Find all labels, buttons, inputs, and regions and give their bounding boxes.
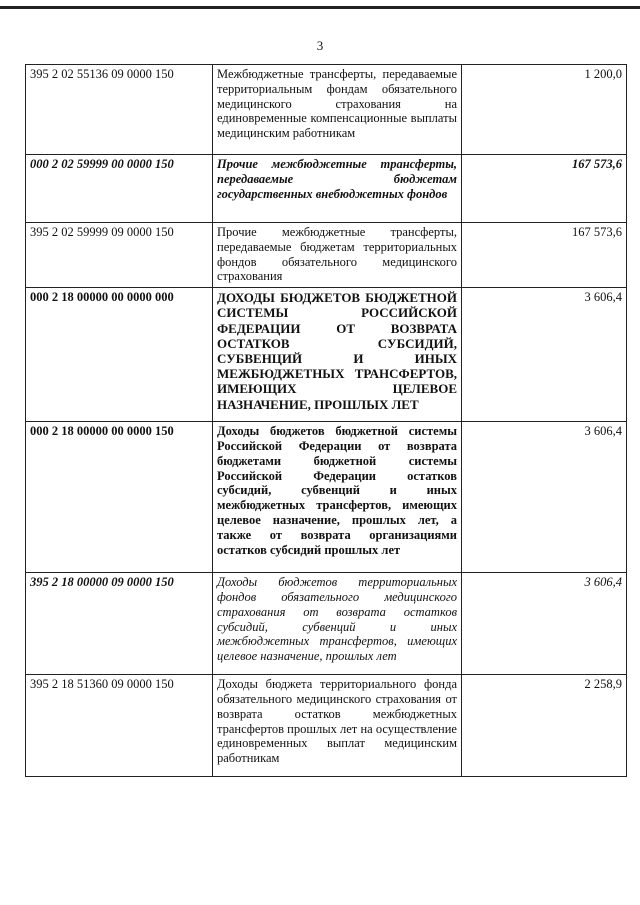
amount-cell: 3 606,4 (462, 288, 627, 422)
budget-code-cell: 395 2 02 55136 09 0000 150 (26, 65, 213, 155)
amount-cell: 3 606,4 (462, 422, 627, 573)
amount-cell: 1 200,0 (462, 65, 627, 155)
table-row (26, 223, 627, 288)
table-row (26, 288, 627, 422)
description-cell: ДОХОДЫ БЮДЖЕТОВ БЮДЖЕТНОЙ СИСТЕМЫ РОССИЙСКОЙ ФЕДЕРАЦИИ ОТ ВОЗВРАТА ОСТАТКОВ СУБСИДИЙ, СУБВЕНЦИЙ И ИНЫХ МЕЖБЮДЖЕТНЫХ ТРАНСФЕРТОВ, ИМЕЮЩИХ ЦЕЛЕВОЕ НАЗНАЧЕНИЕ, ПРОШЛЫХ ЛЕТ (213, 288, 462, 422)
budget-code-cell: 000 2 02 59999 00 0000 150 (26, 155, 213, 223)
description-cell: Доходы бюджета территориального фонда обязательного медицинского страхования от возврата остатков межбюджетных трансфертов прошлых лет на осуществление единовременных выплат медицинским работникам (213, 675, 462, 777)
amount-cell: 3 606,4 (462, 573, 627, 675)
description-cell: Доходы бюджетов территориальных фондов обязательного медицинского страхования от возврата остатков субсидий, субвенций и иных межбюджетных трансфертов, имеющих целевое назначение, прошлых лет (213, 573, 462, 675)
page-number: 3 (316, 38, 324, 53)
table-row (26, 65, 627, 155)
budget-code-cell: 000 2 18 00000 00 0000 000 (26, 288, 213, 422)
budget-code-cell: 395 2 18 00000 09 0000 150 (26, 573, 213, 675)
table-row (26, 155, 627, 223)
table-row (26, 573, 627, 675)
top-border-line (0, 6, 640, 9)
description-cell: Прочие межбюджетные трансферты, передаваемые бюджетам государственных внебюджетных фондов (213, 155, 462, 223)
table-row (26, 422, 627, 573)
budget-code-cell: 395 2 18 51360 09 0000 150 (26, 675, 213, 777)
amount-cell: 167 573,6 (462, 155, 627, 223)
amount-cell: 167 573,6 (462, 223, 627, 288)
budget-code-cell: 395 2 02 59999 09 0000 150 (26, 223, 213, 288)
description-cell: Межбюджетные трансферты, передаваемые территориальным фондам обязательного медицинского страхования на единовременные компенсационные выплаты медицинским работникам (213, 65, 462, 155)
description-cell: Доходы бюджетов бюджетной системы Российской Федерации от возврата бюджетами бюджетной системы Российской Федерации остатков субсидий, субвенций и иных межбюджетных трансфертов, имеющих целевое назначение, прошлых лет, а также от возврата организациями остатков субсидий прошлых лет (213, 422, 462, 573)
table-row (26, 675, 627, 777)
description-cell: Прочие межбюджетные трансферты, передаваемые бюджетам территориальных фондов обязательного медицинского страхования (213, 223, 462, 288)
budget-code-cell: 000 2 18 00000 00 0000 150 (26, 422, 213, 573)
budget-revenue-table (25, 64, 627, 777)
amount-cell: 2 258,9 (462, 675, 627, 777)
